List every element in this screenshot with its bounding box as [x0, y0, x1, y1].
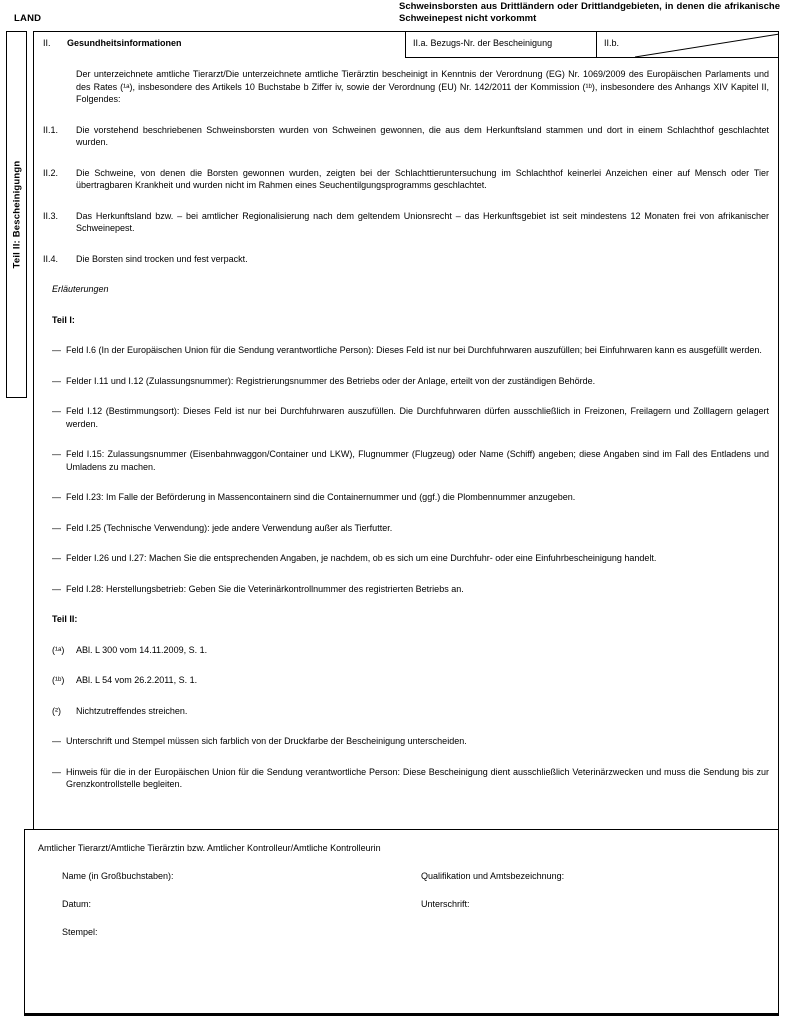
item-number: II.3. — [43, 210, 59, 221]
note-item — [52, 766, 769, 791]
document-title: Schweinsborsten aus Drittländern oder Drittlandgebieten, in denen die afrikanische Schweinepest nicht vorkommt — [399, 1, 780, 24]
header-row — [34, 32, 778, 58]
note-item — [52, 405, 769, 430]
note-item — [52, 522, 769, 535]
note-text: Felder I.11 und I.12 (Zulassungsnummer): Registrierungsnummer des Betriebs oder der Anlage, erteilt von der zuständigen Behörde. — [66, 375, 596, 386]
signature-row-date — [25, 899, 778, 909]
item-number: II.1. — [43, 124, 59, 135]
note-item — [52, 375, 769, 388]
part2-sidebar-label: Teil II: Bescheinigungn — [11, 160, 23, 269]
note-text: Feld I.15: Zulassungsnummer (Eisenbahnwaggon/Container und LKW), Flugnummer (Flugzeug) oder Name (Schiff) angeben; diese Angaben sind im Fall des Entladens und Umladens zu machen. — [66, 449, 769, 472]
note-item — [52, 735, 769, 748]
note-text: Unterschrift und Stempel müssen sich farblich von der Druckfarbe der Bescheinigung unterscheiden. — [66, 736, 467, 746]
note-item — [52, 491, 769, 504]
note-item — [52, 344, 769, 357]
dash-bullet: — — [52, 449, 61, 459]
dash-bullet: — — [52, 553, 61, 563]
note-text: Hinweis für die in der Europäischen Union für die Sendung verantwortliche Person: Diese Bescheinigung dient ausschließlich Veterinärzwecken und muss die Sendung bis zur Grenzkontrollstelle begleiten. — [66, 766, 769, 789]
certification-item — [43, 124, 769, 149]
official-signature-box — [24, 829, 779, 1016]
footnote — [52, 674, 769, 687]
item-number: II.2. — [43, 167, 59, 178]
dash-bullet: — — [52, 766, 61, 777]
signature-box-heading: Amtlicher Tierarzt/Amtliche Tierärztin bzw. Amtlicher Kontrolleur/Amtliche Kontrolleurin — [38, 843, 381, 853]
note-text: Feld I.25 (Technische Verwendung): jede andere Verwendung außer als Tierfutter. — [66, 522, 393, 533]
certification-item — [43, 253, 769, 266]
stamp-field-label: Stempel: — [62, 927, 98, 937]
part2-sidebar — [6, 31, 27, 398]
note-item — [52, 448, 769, 473]
note-item — [52, 583, 769, 596]
local-reference-label: II.b. — [604, 38, 620, 48]
diagonal-strike-line — [597, 32, 778, 57]
country-label: LAND — [14, 13, 42, 24]
date-field-label: Datum: — [62, 899, 92, 909]
dash-bullet: — — [52, 406, 61, 416]
name-field-label: Name (in Großbuchstaben): — [62, 871, 174, 881]
certification-intro-text: Der unterzeichnete amtliche Tierarzt/Die unterzeichnete amtliche Tierärztin bescheinigt in Kenntnis der Verordnung (EG) Nr. 1069/2009 des Europäischen Parlaments und des Rates (¹ᵃ), insbesondere des Artikels 10 Buchstabe b Ziffer iv, sowie der Verordnung (EU) Nr. 142/2011 der Kommission (¹ᵇ), insbesondere des Anhangs XIV Kapitel II, Folgendes: — [76, 69, 769, 104]
note-text: Feld I.12 (Bestimmungsort): Dieses Feld ist nur bei Durchfuhrwaren auszufüllen. Die Durchfuhrwaren dürfen ausschließlich in Freizonen, Freilagern und Zolllagern gelagert werden. — [66, 406, 769, 429]
note-item — [52, 552, 769, 565]
signature-field-label: Unterschrift: — [421, 899, 470, 909]
item-text: Die vorstehend beschriebenen Schweinsborsten wurden von Schweinen gewonnen, die aus dem Herkunftsland stammen und dort in einem Schlachthof geschlachtet wurden. — [76, 124, 769, 147]
intro-number-spacer — [43, 68, 76, 106]
stamp-blank-area — [421, 927, 778, 937]
footnote-label: (¹ᵇ) — [52, 675, 65, 685]
header-cell-reference-number: II.a. Bezugs-Nr. der Bescheinigung — [405, 32, 596, 58]
note-text: Felder I.26 und I.27: Machen Sie die entsprechenden Angaben, je nachdem, ob es sich um eine Durchfuhr- oder eine Einfuhrbescheinigung handelt. — [66, 553, 657, 563]
signature-row-stamp — [25, 927, 778, 937]
footnote-text: Nichtzutreffendes streichen. — [76, 705, 188, 716]
part2-heading: Teil II: — [52, 614, 78, 624]
header-cell-health-info — [34, 32, 405, 58]
note-text: Feld I.6 (In der Europäischen Union für die Sendung verantwortliche Person): Dieses Feld ist nur bei Durchfuhrwaren auszufüllen; bei Einfuhrwaren kann es ausgefüllt werden. — [66, 345, 762, 355]
section-number: II. — [43, 38, 51, 48]
notes-heading: Erläuterungen — [52, 284, 109, 294]
dash-bullet: — — [52, 375, 61, 386]
dash-bullet: — — [52, 345, 61, 355]
certification-intro-row — [43, 68, 769, 106]
footnote-text: ABl. L 300 vom 14.11.2009, S. 1. — [76, 644, 208, 655]
item-text: Das Herkunftsland bzw. – bei amtlicher Regionalisierung nach dem geltendem Unionsrecht – das Herkunftsgebiet ist seit mindestens 12 Monaten frei von afrikanischer Schweinepest. — [76, 210, 769, 233]
footnote — [52, 705, 769, 718]
signature-row-name — [25, 871, 778, 881]
qualification-field-label: Qualifikation und Amtsbezeichnung: — [421, 871, 565, 881]
footnote-label: (²) — [52, 705, 61, 716]
dash-bullet: — — [52, 583, 61, 594]
item-text: Die Borsten sind trocken und fest verpackt. — [76, 253, 248, 264]
dash-bullet: — — [52, 492, 61, 502]
note-text: Feld I.28: Herstellungsbetrieb: Geben Sie die Veterinärkontrollnummer des registrierten Betriebs an. — [66, 583, 464, 594]
dash-bullet: — — [52, 736, 61, 746]
footnote-label: (¹ᵃ) — [52, 644, 65, 655]
certification-item — [43, 167, 769, 192]
item-number: II.4. — [43, 253, 59, 264]
section-title: Gesundheitsinformationen — [67, 38, 182, 48]
certificate-body — [34, 58, 778, 791]
certificate-main-box — [33, 31, 779, 832]
footnote — [52, 644, 769, 657]
note-text: Feld I.23: Im Falle der Beförderung in Massencontainern sind die Containernummer und (ggf.) die Plombennummer anzugeben. — [66, 492, 576, 502]
footnote-text: ABl. L 54 vom 26.2.2011, S. 1. — [76, 675, 198, 685]
dash-bullet: — — [52, 522, 61, 533]
certification-item — [43, 210, 769, 235]
header-cell-local-reference — [596, 32, 778, 58]
item-text: Die Schweine, von denen die Borsten gewonnen wurden, zeigten bei der Schlachttieruntersuchung im Schlachthof keinerlei Anzeichen einer auf Mensch oder Tier übertragbaren Krankheit und wurden nicht im Rahmen eines Seuchentilgungsprogramms geschlachtet. — [76, 167, 769, 190]
part1-heading: Teil I: — [52, 314, 75, 325]
